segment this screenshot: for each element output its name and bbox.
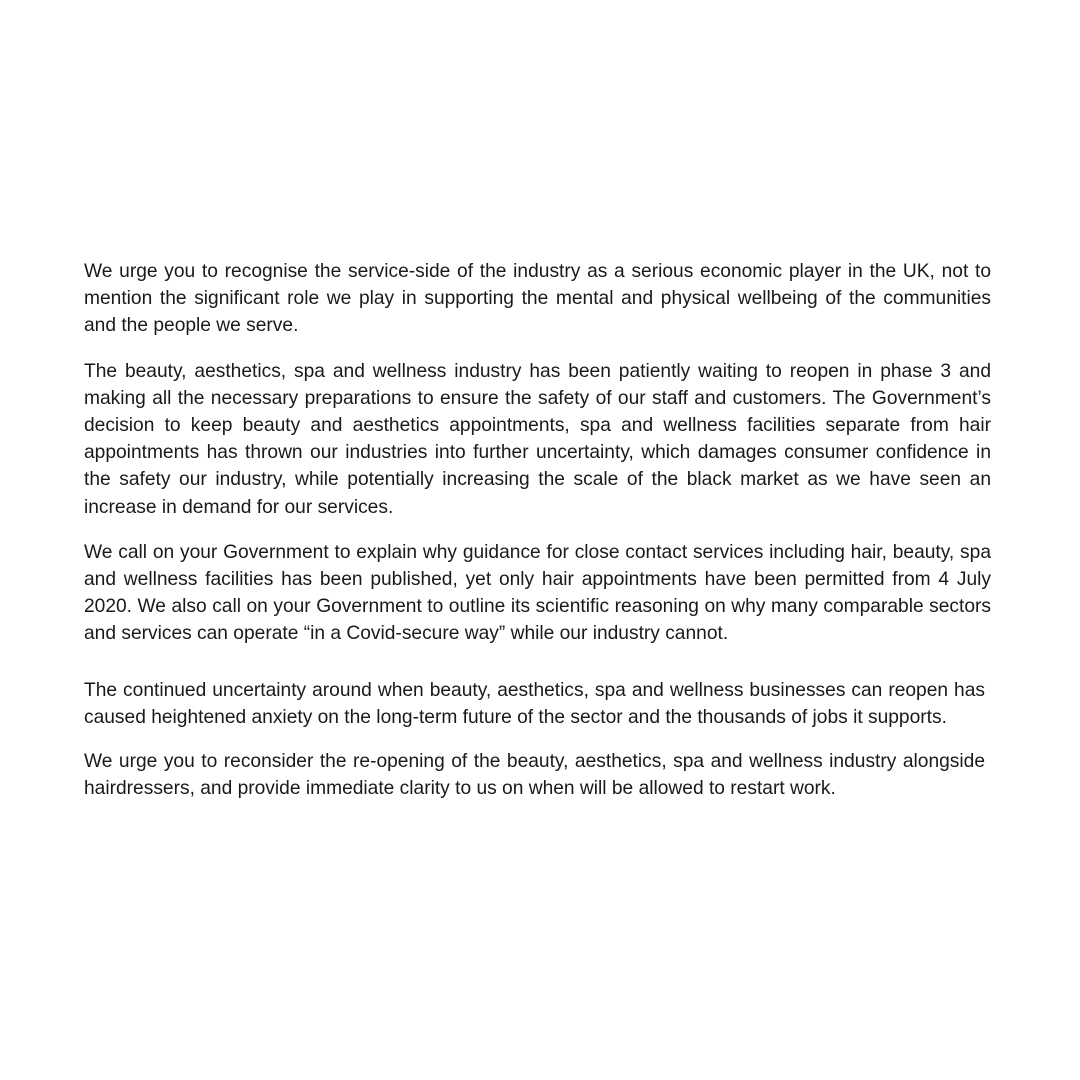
paragraph-urge-reconsider: We urge you to reconsider the re-opening of the beauty, aesthetics, spa and wellness industry alongside hairdressers, and provide immediate clarity to us on when will be allowed to restart work. (84, 751, 985, 800)
paragraph-call-to-explain: We call on your Government to explain why guidance for close contact services including hair, beauty, spa and wellness facilities has been published, yet only hair appointments have been permitted from 4 July 2020. We also call on your Government to outline its scientific reasoning on why many comparable sectors and services can operate “in a Covid-secure way” while our industry cannot. (84, 541, 991, 645)
paragraph-continued-uncertainty: The continued uncertainty around when beauty, aesthetics, spa and wellness businesses can reopen has caused heightened anxiety on the long-term future of the sector and the thousands of jobs it supports. (84, 679, 985, 728)
paragraph-recognise-industry: We urge you to recognise the service-side of the industry as a serious economic player in the UK, not to mention the significant role we play in supporting the mental and physical wellbeing of the communities and the people we serve. (84, 261, 991, 337)
letter-body (84, 258, 991, 802)
paragraph-waiting-to-reopen: The beauty, aesthetics, spa and wellness industry has been patiently waiting to reopen in phase 3 and making all the necessary preparations to ensure the safety of our staff and customers. The Government’s decision to keep beauty and aesthetics appointments, spa and wellness facilities separate from hair appointments has thrown our industries into further uncertainty, which damages consumer confidence in the safety our industry, while potentially increasing the scale of the black market as we have seen an increase in demand for our services. (84, 360, 991, 518)
